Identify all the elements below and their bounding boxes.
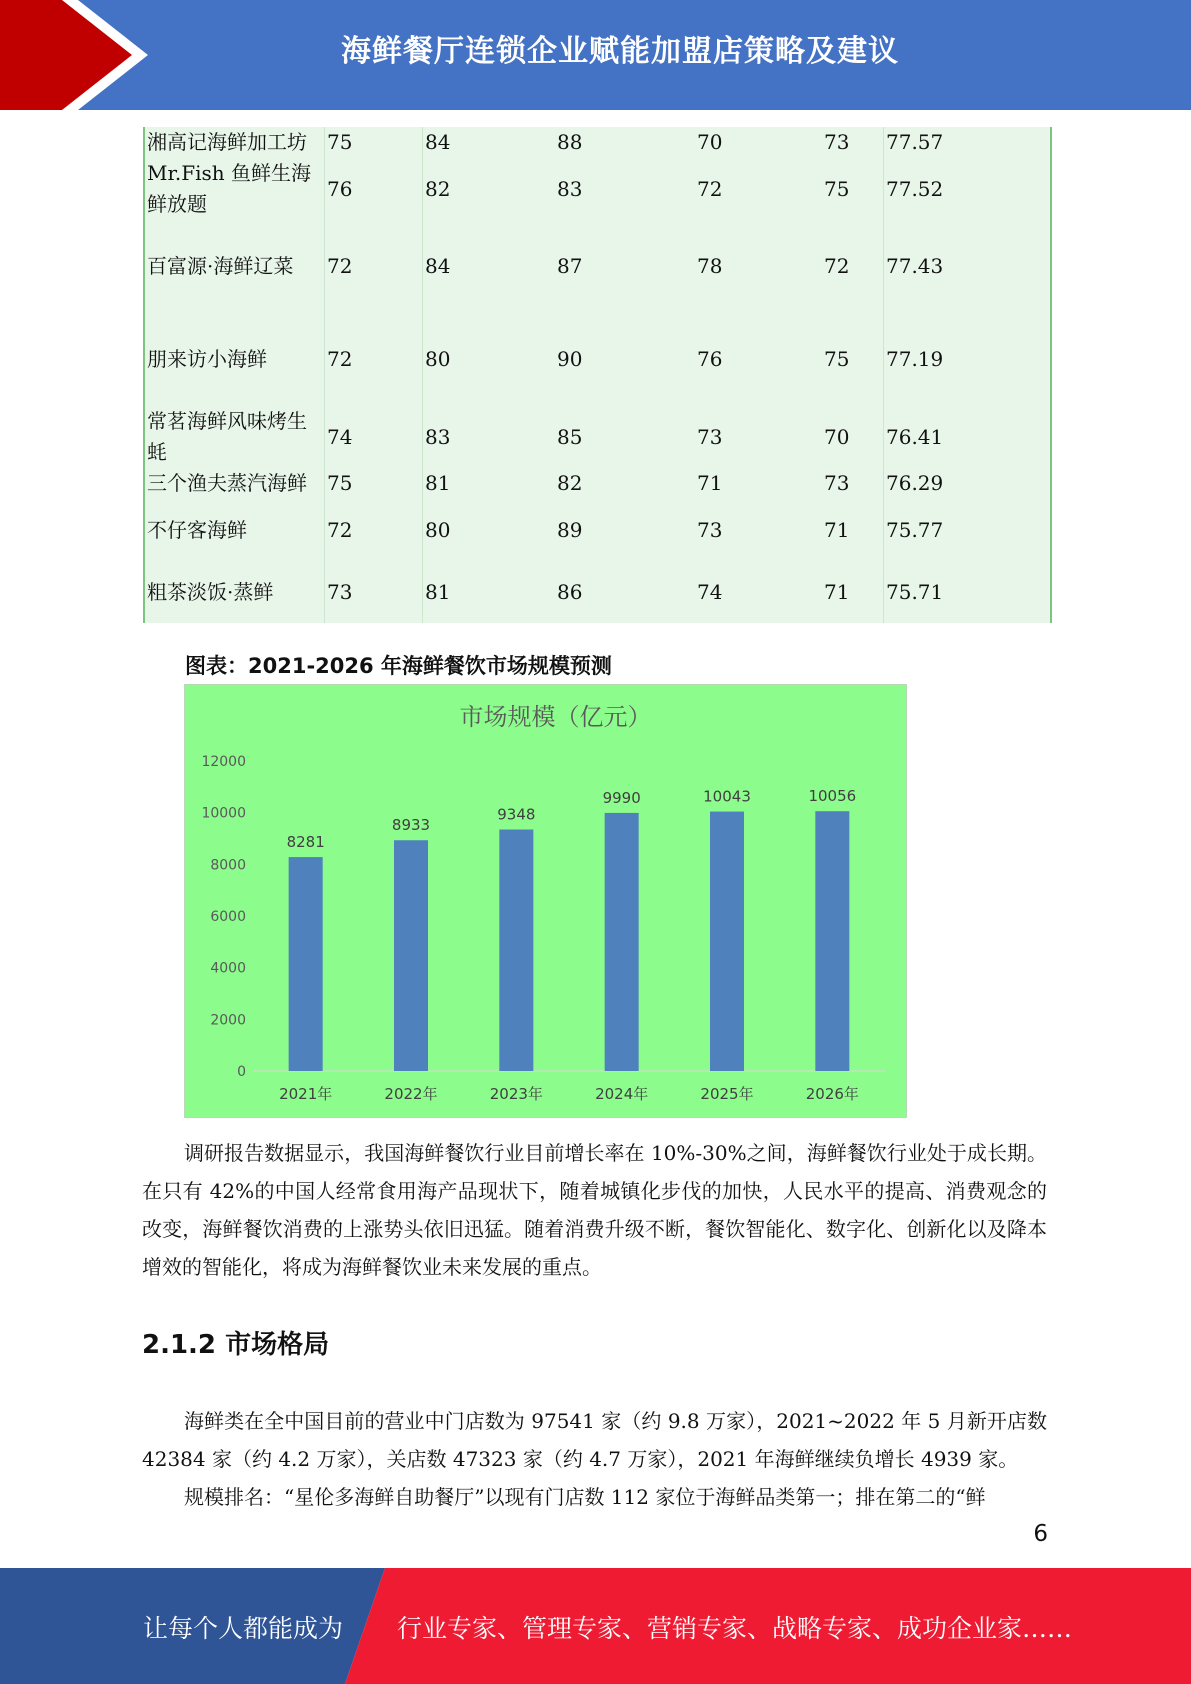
- bar: [289, 857, 323, 1071]
- score-cell: 73: [824, 468, 884, 499]
- score-table: [143, 127, 1052, 623]
- score-cell: 74: [697, 579, 723, 604]
- bar-data-label: 10043: [703, 787, 751, 806]
- score-cell: 80: [425, 347, 451, 371]
- restaurant-name-cell: 朋来访小海鲜: [145, 313, 325, 406]
- score-cell: 82: [557, 471, 583, 495]
- x-tick-label: 2022年: [384, 1085, 438, 1103]
- footer-slogan-left: 让每个人都能成为: [143, 1614, 344, 1643]
- total-score-cell: 75.77: [886, 517, 944, 542]
- restaurant-name-cell: Mr.Fish 鱼鲜生海鲜放题: [145, 158, 325, 220]
- chart-svg: [185, 685, 906, 1117]
- score-cell: 74: [325, 406, 423, 468]
- restaurant-name-cell: 常茗海鲜风味烤生蚝: [145, 406, 325, 468]
- score-cell: 71: [824, 561, 884, 623]
- bar-data-label: 9348: [497, 805, 536, 824]
- score-cell: 75: [824, 313, 884, 406]
- x-tick-label: 2023年: [489, 1085, 543, 1103]
- score-cell: 73: [824, 127, 884, 158]
- score-cell: 80: [425, 517, 451, 542]
- table-row: [145, 499, 1050, 561]
- header-title: 海鲜餐厅连锁企业赋能加盟店策略及建议: [341, 34, 899, 69]
- score-cell: 86: [557, 579, 583, 604]
- x-tick-label: 2024年: [595, 1085, 649, 1103]
- restaurant-name-cell: 百富源·海鲜辽菜: [145, 220, 325, 313]
- restaurant-name-cell: 湘高记海鲜加工坊: [145, 127, 325, 158]
- table-row: [145, 561, 1050, 623]
- total-score-cell: 75.71: [886, 579, 944, 604]
- score-cell: 78: [697, 254, 723, 278]
- score-cell: 82: [425, 176, 451, 201]
- score-cell: 70: [824, 406, 884, 468]
- score-cell: 90: [557, 347, 583, 371]
- total-score-cell: 76.41: [886, 424, 944, 449]
- total-score-cell: 77.43: [886, 254, 944, 278]
- score-cell: 83: [425, 424, 451, 449]
- chart-caption: 图表：2021-2026 年海鲜餐饮市场规模预测: [185, 654, 612, 678]
- y-tick-label: 10000: [201, 805, 246, 822]
- bar: [499, 830, 533, 1071]
- bar: [710, 812, 744, 1071]
- score-cell: 88: [557, 130, 583, 154]
- total-score-cell: 77.19: [886, 347, 944, 371]
- score-cell: 87: [557, 254, 583, 278]
- x-tick-label: 2026年: [805, 1085, 859, 1103]
- score-cell: 72: [824, 220, 884, 313]
- bar-data-label: 8281: [286, 833, 325, 852]
- table-row: [145, 127, 1050, 158]
- footer-slogan-right: 行业专家、管理专家、营销专家、战略专家、成功企业家……: [397, 1614, 1073, 1643]
- y-tick-label: 2000: [210, 1012, 246, 1029]
- table-row: [145, 158, 1050, 220]
- x-tick-label: 2021年: [279, 1085, 333, 1103]
- bar: [815, 811, 849, 1071]
- y-tick-label: 6000: [210, 909, 246, 925]
- table-row: [145, 406, 1050, 468]
- page-number: 6: [1033, 1521, 1048, 1547]
- market-size-chart: [184, 684, 907, 1118]
- restaurant-name-cell: 不仔客海鲜: [145, 499, 325, 561]
- table-row: [145, 313, 1050, 406]
- score-cell: 72: [325, 220, 423, 313]
- paragraph-growth: 调研报告数据显示，我国海鲜餐饮行业目前增长率在 10%-30%之间，海鲜餐饮行业处于成长期。在只有 42%的中国人经常食用海产品现状下，随着城镇化步伐的加快，人民水平的提高、消费观念的改变，海鲜餐饮消费的上涨势头依旧迅猛。随着消费升级不断，餐饮智能化、数字化、创新化以及降本增效的智能化，将成为海鲜餐饮业未来发展的重点。: [142, 1141, 1047, 1279]
- score-cell: 73: [697, 424, 723, 449]
- y-tick-label: 12000: [201, 754, 246, 770]
- score-cell: 84: [425, 130, 451, 154]
- score-cell: 72: [325, 313, 423, 406]
- score-cell: 73: [325, 561, 423, 623]
- score-cell: 72: [697, 176, 723, 201]
- page-header: [0, 0, 1191, 110]
- score-cell: 70: [697, 130, 723, 154]
- section-heading: 2.1.2 市场格局: [142, 1330, 330, 1360]
- total-score-cell: 77.52: [886, 176, 944, 201]
- score-cell: 73: [697, 517, 723, 542]
- bar: [394, 840, 428, 1071]
- chart-title: 市场规模（亿元）: [459, 703, 652, 731]
- bar-data-label: 10056: [808, 787, 857, 806]
- x-tick-label: 2025年: [700, 1085, 754, 1103]
- restaurant-name-cell: 粗茶淡饭·蒸鲜: [145, 561, 325, 623]
- score-cell: 75: [325, 127, 423, 158]
- total-score-cell: 76.29: [886, 471, 944, 495]
- score-cell: 75: [325, 468, 423, 499]
- score-cell: 75: [824, 158, 884, 220]
- restaurant-name-cell: 三个渔夫蒸汽海鲜: [145, 468, 325, 499]
- score-cell: 76: [325, 158, 423, 220]
- page-footer: [0, 1568, 1191, 1684]
- score-cell: 81: [425, 471, 451, 495]
- y-tick-label: 0: [237, 1064, 246, 1080]
- score-cell: 76: [697, 347, 723, 371]
- score-cell: 71: [697, 471, 723, 495]
- table-row: [145, 220, 1050, 313]
- paragraph-ranking: 规模排名：“星伦多海鲜自助餐厅”以现有门店数 112 家位于海鲜品类第一；排在第二的“鲜: [184, 1485, 986, 1509]
- bar-data-label: 8933: [391, 816, 431, 835]
- total-score-cell: 77.57: [886, 130, 944, 154]
- score-cell: 85: [557, 424, 583, 449]
- score-cell: 81: [425, 579, 451, 604]
- score-cell: 71: [824, 499, 884, 561]
- bar-data-label: 9990: [602, 788, 641, 807]
- bar: [605, 813, 639, 1071]
- y-tick-label: 4000: [210, 960, 246, 977]
- score-cell: 89: [557, 517, 583, 542]
- paragraph-store-count: 海鲜类在全中国目前的营业中门店数为 97541 家（约 9.8 万家），2021~2022 年 5 月新开店数 42384 家（约 4.2 万家），关店数 47323 家（约 4.7 万家），2021 年海鲜继续负增长 4939 家。: [142, 1409, 1047, 1471]
- score-cell: 72: [325, 499, 423, 561]
- y-tick-label: 8000: [210, 857, 246, 874]
- score-cell: 84: [425, 254, 451, 278]
- table-row: [145, 468, 1050, 499]
- score-cell: 83: [557, 176, 583, 201]
